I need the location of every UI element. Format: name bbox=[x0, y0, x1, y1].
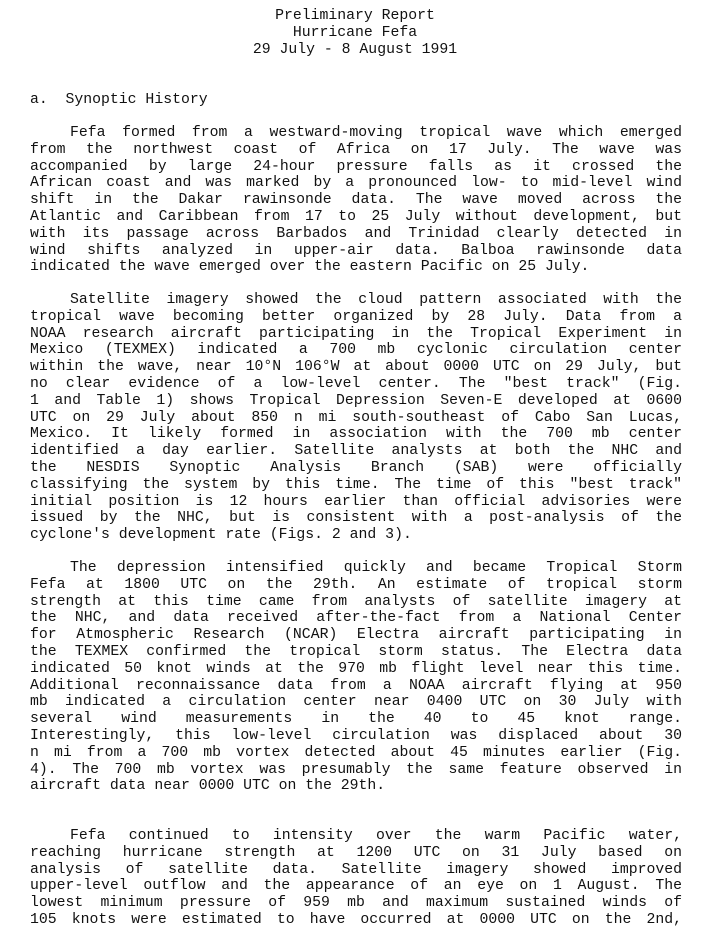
text-line: mb indicated a circulation center near 0400 UTC on 30 July with bbox=[30, 694, 682, 711]
text-line: wind shifts analyzed in upper-air data. Balboa rawinsonde data bbox=[30, 242, 682, 259]
text-line: n mi from a 700 mb vortex detected about 45 minutes earlier (Fig. bbox=[30, 744, 682, 761]
report-type: Preliminary Report bbox=[275, 8, 435, 24]
text-line: initial position is 12 hours earlier than official advisories were bbox=[30, 493, 682, 510]
text-line: several wind measurements in the 40 to 45 knot range. bbox=[30, 711, 682, 728]
text-line: strength at this time came from analysts of satellite imagery at bbox=[30, 593, 682, 610]
storm-name: Hurricane Fefa bbox=[292, 25, 418, 41]
text-line: lowest minimum pressure of 959 mb and maximum sustained winds of bbox=[30, 895, 682, 912]
text-line: no clear evidence of a low-level center. The "best track" (Fig. bbox=[30, 376, 682, 392]
text-line: 105 knots were estimated to have occurred at 0000 UTC on the 2nd, bbox=[30, 912, 682, 928]
text-line: the NESDIS Synoptic Analysis Branch (SAB) were officially bbox=[30, 460, 682, 476]
text-line: Fefa continued to intensity over the warm Pacific water, bbox=[70, 828, 682, 844]
text-line: for Atmospheric Research (NCAR) Electra aircraft participating in bbox=[30, 627, 682, 644]
text-line: 4). The 700 mb vortex was presumably the same feature observed in bbox=[30, 761, 682, 778]
section-title: a. Synoptic History bbox=[30, 92, 208, 108]
text-line: Fefa formed from a westward-moving tropical wave which emerged bbox=[70, 125, 682, 141]
text-line: Interestingly, this low-level circulation was displaced about 30 bbox=[30, 728, 682, 744]
text-line: tropical wave becoming better organized by 28 July. Data from a bbox=[30, 308, 682, 325]
text-line: analysis of satellite data. Satellite imagery showed improved bbox=[30, 861, 682, 878]
text-line: the TEXMEX confirmed the tropical storm status. The Electra data bbox=[30, 644, 682, 660]
text-line: indicated the wave emerged over the eastern Pacific on 25 July. bbox=[30, 259, 590, 276]
text-line: with its passage across Barbados and Trinidad clearly detected in bbox=[30, 225, 682, 242]
text-line: African coast and was marked by a pronounced low- to mid-level wind bbox=[30, 175, 682, 192]
text-line: Mexico. It likely formed in association with the 700 mb center bbox=[30, 426, 682, 443]
text-line: Mexico (TEXMEX) indicated a 700 mb cyclonic circulation center bbox=[30, 342, 682, 359]
text-line: Atlantic and Caribbean from 17 to 25 July without development, but bbox=[30, 209, 682, 225]
text-line: aircraft data near 0000 UTC on the 29th. bbox=[30, 778, 386, 795]
text-line: cyclone's development rate (Figs. 2 and 3). bbox=[30, 527, 412, 544]
text-line: indicated 50 knot winds at the 970 mb flight level near this time. bbox=[30, 660, 682, 677]
text-line: Additional reconnaissance data from a NOAA aircraft flying at 950 bbox=[30, 677, 682, 694]
text-line: Fefa at 1800 UTC on the 29th. An estimate of tropical storm bbox=[30, 576, 682, 593]
text-line: within the wave, near 10°N 106°W at about 0000 UTC on 29 July, but bbox=[30, 359, 682, 376]
text-line: The depression intensified quickly and became Tropical Storm bbox=[70, 560, 682, 576]
text-line: upper-level outflow and the appearance of an eye on 1 August. The bbox=[30, 878, 682, 895]
text-line: NOAA research aircraft participating in the Tropical Experiment in bbox=[30, 325, 682, 342]
text-line: identified a day earlier. Satellite analysts at both the NHC and bbox=[30, 443, 682, 460]
text-line: from the northwest coast of Africa on 17 July. The wave was bbox=[30, 141, 682, 158]
text-line: shift in the Dakar rawinsonde data. The wave moved across the bbox=[30, 192, 682, 209]
text-line: 1 and Table 1) shows Tropical Depression Seven-E developed at 0600 bbox=[30, 392, 682, 409]
date-range: 29 July - 8 August 1991 bbox=[252, 42, 458, 58]
text-line: accompanied by large 24-hour pressure falls as it crossed the bbox=[30, 158, 682, 175]
text-line: Satellite imagery showed the cloud pattern associated with the bbox=[70, 292, 682, 308]
text-line: the NHC, and data received after-the-fact from a National Center bbox=[30, 610, 682, 627]
text-line: issued by the NHC, but is consistent with a post-analysis of the bbox=[30, 510, 682, 527]
text-line: classifying the system by this time. The time of this "best track" bbox=[30, 476, 682, 493]
text-line: reaching hurricane strength at 1200 UTC on 31 July based on bbox=[30, 844, 682, 861]
text-line: UTC on 29 July about 850 n mi south-southeast of Cabo San Lucas, bbox=[30, 409, 682, 426]
